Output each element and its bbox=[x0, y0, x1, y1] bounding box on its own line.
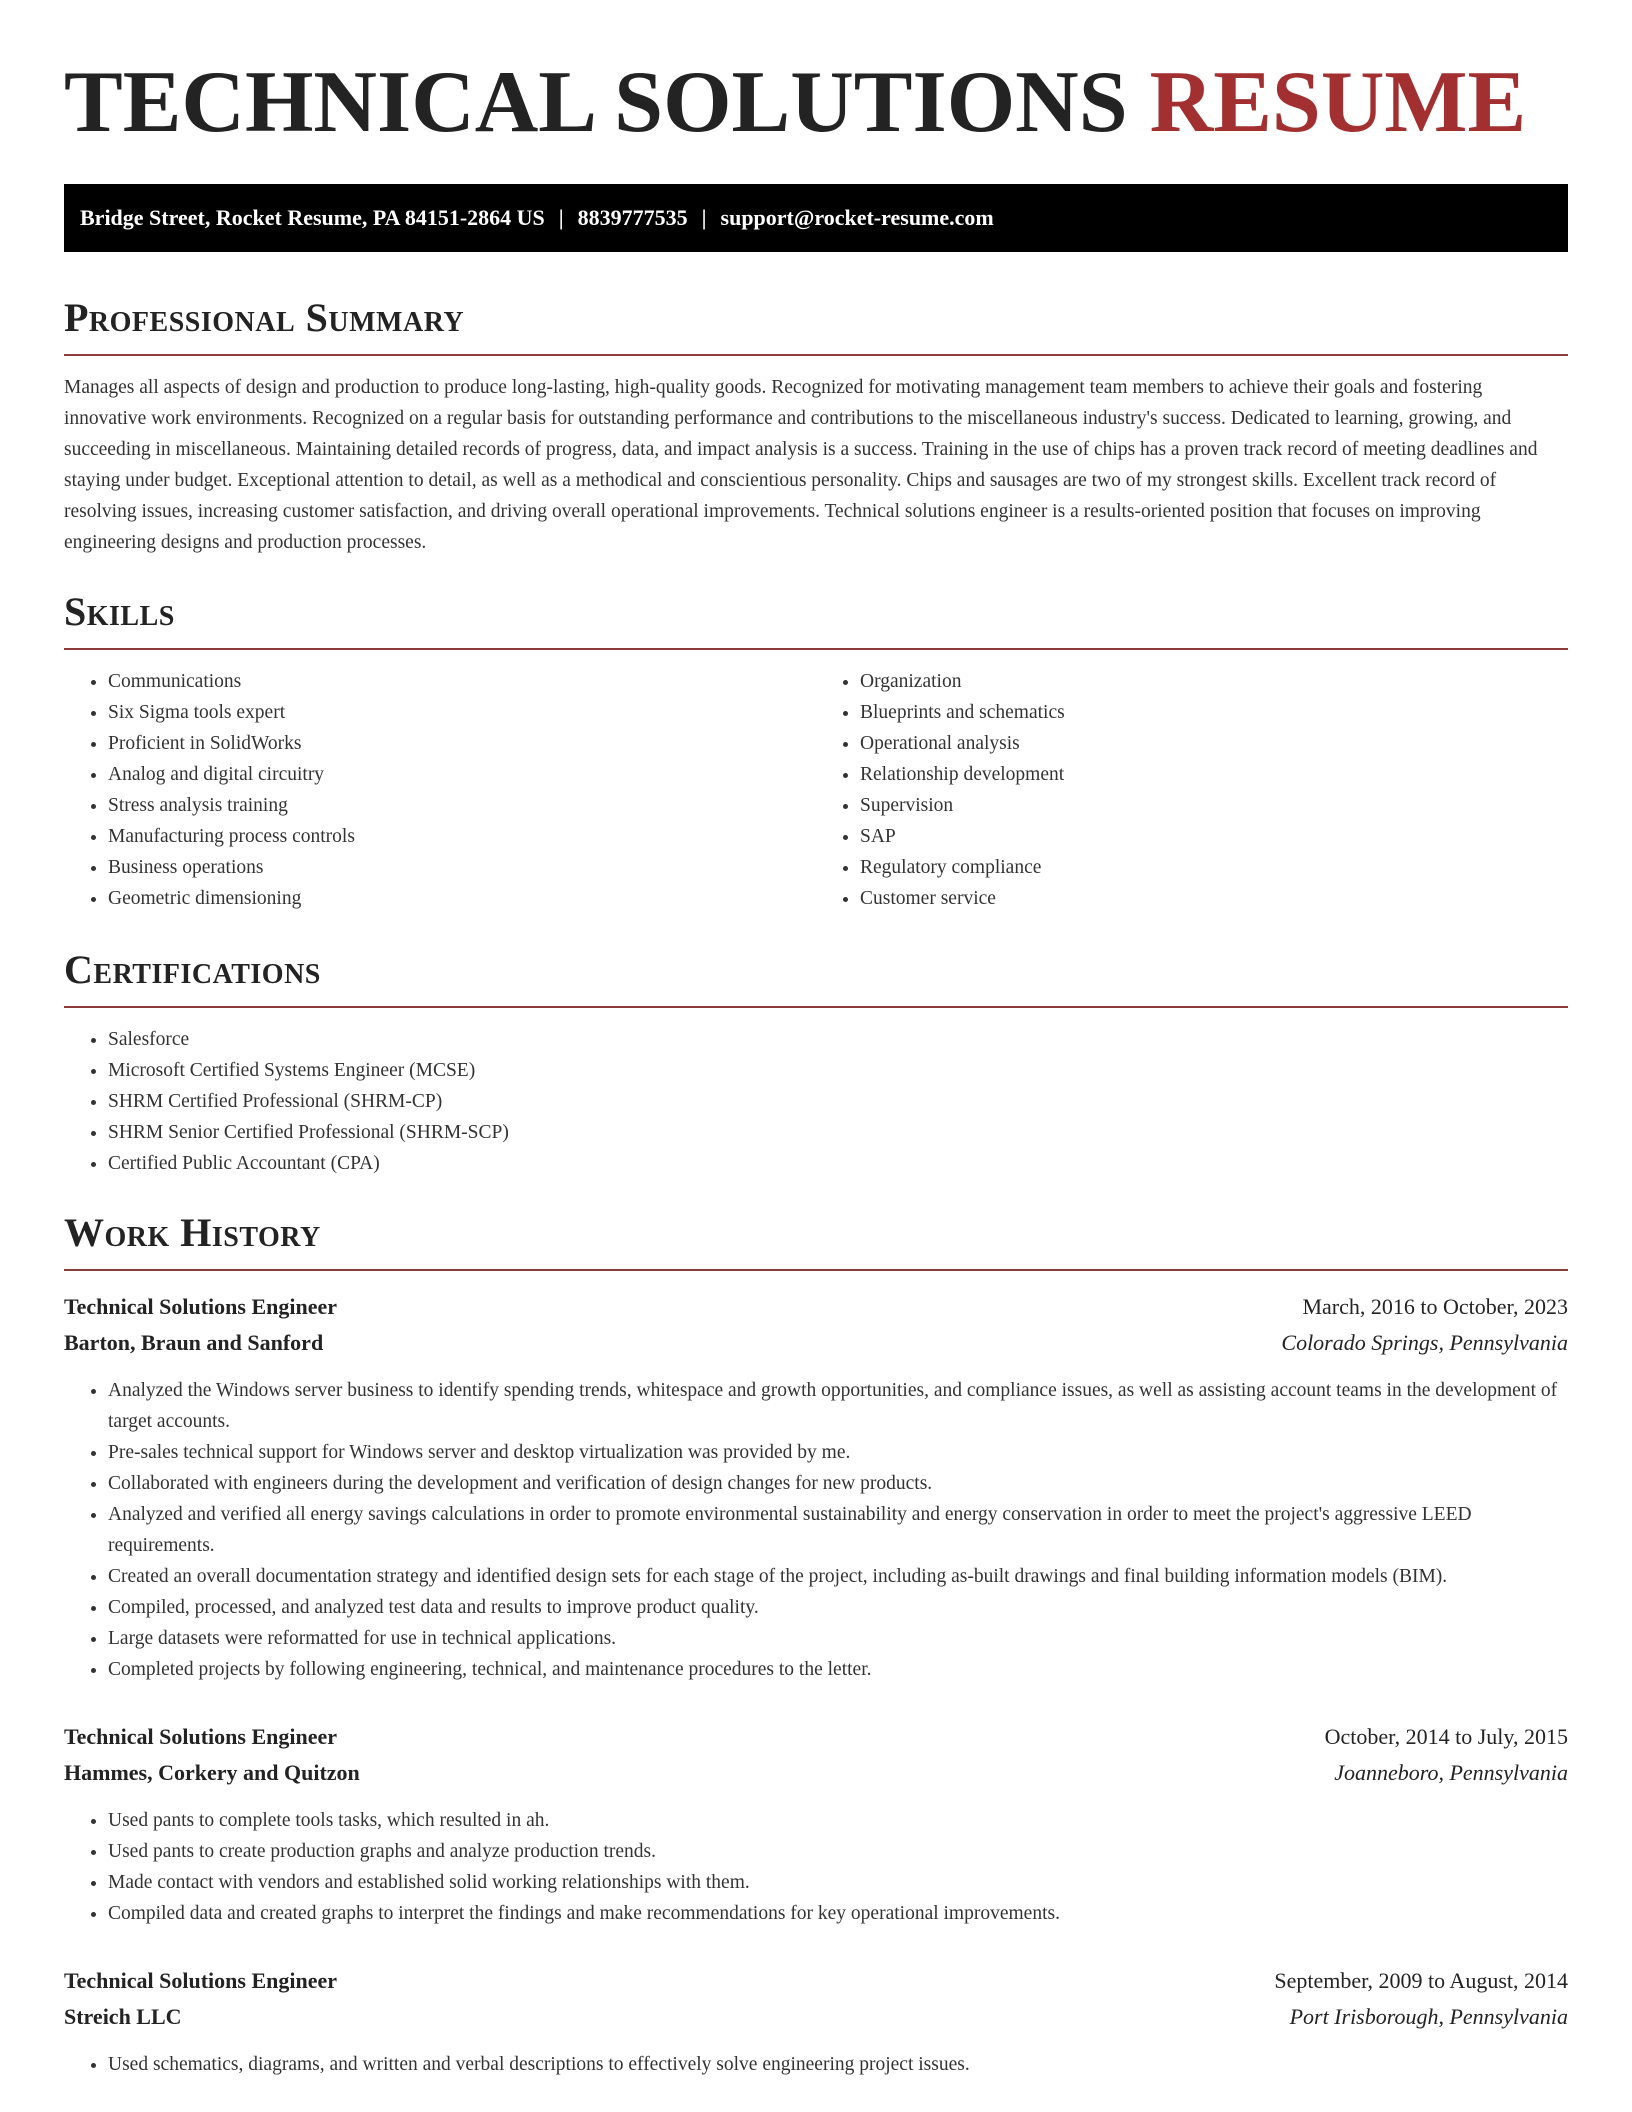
job-company-row bbox=[64, 1755, 1568, 1791]
title-accent: RESUME bbox=[1149, 54, 1527, 151]
certifications-section bbox=[64, 944, 1568, 1179]
certification-item: • Certified Public Accountant (CPA) bbox=[108, 1148, 1568, 1179]
section-divider bbox=[64, 648, 1568, 650]
skills-list-right bbox=[816, 666, 1568, 914]
section-heading-summary: Professional Summary bbox=[64, 295, 465, 340]
job-entry bbox=[64, 1719, 1568, 1929]
section-heading-work-history: Work History bbox=[64, 1210, 321, 1255]
skill-item: • Relationship development bbox=[860, 759, 1568, 790]
job-bullet: • Used pants to create production graphs and analyze production trends. bbox=[108, 1836, 1568, 1867]
section-divider bbox=[64, 354, 1568, 356]
section-heading-skills: Skills bbox=[64, 589, 175, 634]
job-bullet: • Used pants to complete tools tasks, which resulted in ah. bbox=[108, 1805, 1568, 1836]
job-bullet: • Large datasets were reformatted for use in technical applications. bbox=[108, 1623, 1568, 1654]
job-bullet: • Analyzed the Windows server business to identify spending trends, whitespace and growth opportunities, and compliance issues, as well as assisting account teams in the development of target accounts. bbox=[108, 1375, 1568, 1437]
job-bullet: • Completed projects by following engineering, technical, and maintenance procedures to the letter. bbox=[108, 1654, 1568, 1685]
job-bullets bbox=[64, 1375, 1568, 1685]
skills-list-left bbox=[64, 666, 816, 914]
certification-item: • SHRM Senior Certified Professional (SHRM-SCP) bbox=[108, 1117, 1568, 1148]
job-bullets bbox=[64, 2049, 1568, 2080]
job-dates: October, 2014 to July, 2015 bbox=[1324, 1724, 1568, 1749]
job-company-row bbox=[64, 1999, 1568, 2035]
job-header-row bbox=[64, 1289, 1568, 1325]
job-bullet: • Compiled, processed, and analyzed test data and results to improve product quality. bbox=[108, 1592, 1568, 1623]
job-company: Streich LLC bbox=[64, 2004, 182, 2029]
job-location: Port Irisborough, Pennsylvania bbox=[1289, 2004, 1568, 2029]
contact-separator: | bbox=[558, 205, 564, 230]
skill-item: • Organization bbox=[860, 666, 1568, 697]
job-company: Barton, Braun and Sanford bbox=[64, 1330, 324, 1355]
job-header-row bbox=[64, 1963, 1568, 1999]
contact-email[interactable]: support@rocket-resume.com bbox=[720, 205, 994, 230]
job-bullet: • Pre-sales technical support for Windows server and desktop virtualization was provided by me. bbox=[108, 1437, 1568, 1468]
job-title: Technical Solutions Engineer bbox=[64, 1724, 338, 1749]
contact-bar bbox=[64, 184, 1568, 252]
job-company: Hammes, Corkery and Quitzon bbox=[64, 1760, 360, 1785]
jobs-list bbox=[64, 1289, 1568, 2080]
skill-item: • Regulatory compliance bbox=[860, 852, 1568, 883]
certification-item: • Salesforce bbox=[108, 1024, 1568, 1055]
job-location: Joanneboro, Pennsylvania bbox=[1334, 1760, 1568, 1785]
work-history-section bbox=[64, 1207, 1568, 2080]
skill-item: • Supervision bbox=[860, 790, 1568, 821]
summary-section bbox=[64, 292, 1568, 558]
skill-item: • Operational analysis bbox=[860, 728, 1568, 759]
job-bullet: • Created an overall documentation strategy and identified design sets for each stage of the project, including as-built drawings and final building information models (BIM). bbox=[108, 1561, 1568, 1592]
certifications-list bbox=[64, 1024, 1568, 1179]
job-dates: March, 2016 to October, 2023 bbox=[1302, 1294, 1568, 1319]
job-bullet: • Made contact with vendors and established solid working relationships with them. bbox=[108, 1867, 1568, 1898]
job-title: Technical Solutions Engineer bbox=[64, 1294, 338, 1319]
job-bullets bbox=[64, 1805, 1568, 1929]
skill-item: • Proficient in SolidWorks bbox=[108, 728, 816, 759]
job-bullet: • Compiled data and created graphs to interpret the findings and make recommendations for key operational improvements. bbox=[108, 1898, 1568, 1929]
job-bullet: • Collaborated with engineers during the development and verification of design changes for new products. bbox=[108, 1468, 1568, 1499]
job-bullet: • Used schematics, diagrams, and written and verbal descriptions to effectively solve engineering project issues. bbox=[108, 2049, 1568, 2080]
contact-address: Bridge Street, Rocket Resume, PA 84151-2864 US bbox=[80, 205, 545, 230]
resume-title bbox=[64, 56, 1568, 150]
skill-item: • Communications bbox=[108, 666, 816, 697]
job-bullet: • Analyzed and verified all energy savings calculations in order to promote environmental sustainability and energy conservation in order to meet the project's aggressive LEED requirements. bbox=[108, 1499, 1568, 1561]
skill-item: • Manufacturing process controls bbox=[108, 821, 816, 852]
section-divider bbox=[64, 1006, 1568, 1008]
job-company-row bbox=[64, 1325, 1568, 1361]
title-main: TECHNICAL SOLUTIONS bbox=[64, 54, 1150, 151]
job-dates: September, 2009 to August, 2014 bbox=[1274, 1968, 1568, 1993]
skills-columns bbox=[64, 666, 1568, 914]
summary-text: Manages all aspects of design and production to produce long-lasting, high-quality goods. Recognized for motivating management team members to achieve their goals and fostering innovative work environments. Recognized on a regular basis for outstanding performance and contributions to the miscellaneous industry's success. Dedicated to learning, growing, and succeeding in miscellaneous. Maintaining detailed records of progress, data, and impact analysis is a success. Training in the use of chips has a proven track record of meeting deadlines and staying under budget. Exceptional attention to detail, as well as a methodical and conscientious personality. Chips and sausages are two of my strongest skills. Excellent track record of resolving issues, increasing customer satisfaction, and driving overall operational improvements. Technical solutions engineer is a results-oriented position that focuses on improving engineering designs and production processes. bbox=[64, 377, 1538, 553]
skill-item: • Six Sigma tools expert bbox=[108, 697, 816, 728]
job-entry bbox=[64, 1289, 1568, 1685]
skill-item: • Customer service bbox=[860, 883, 1568, 914]
job-entry bbox=[64, 1963, 1568, 2080]
skills-section bbox=[64, 586, 1568, 914]
certification-item: • SHRM Certified Professional (SHRM-CP) bbox=[108, 1086, 1568, 1117]
section-heading-certifications: Certifications bbox=[64, 947, 321, 992]
skill-item: • SAP bbox=[860, 821, 1568, 852]
job-header-row bbox=[64, 1719, 1568, 1755]
contact-phone: 8839777535 bbox=[577, 205, 688, 230]
skill-item: • Business operations bbox=[108, 852, 816, 883]
skill-item: • Analog and digital circuitry bbox=[108, 759, 816, 790]
skill-item: • Blueprints and schematics bbox=[860, 697, 1568, 728]
section-divider bbox=[64, 1269, 1568, 1271]
skill-item: • Geometric dimensioning bbox=[108, 883, 816, 914]
skill-item: • Stress analysis training bbox=[108, 790, 816, 821]
certification-item: • Microsoft Certified Systems Engineer (MCSE) bbox=[108, 1055, 1568, 1086]
contact-separator: | bbox=[701, 205, 707, 230]
job-title: Technical Solutions Engineer bbox=[64, 1968, 338, 1993]
job-location: Colorado Springs, Pennsylvania bbox=[1281, 1330, 1568, 1355]
